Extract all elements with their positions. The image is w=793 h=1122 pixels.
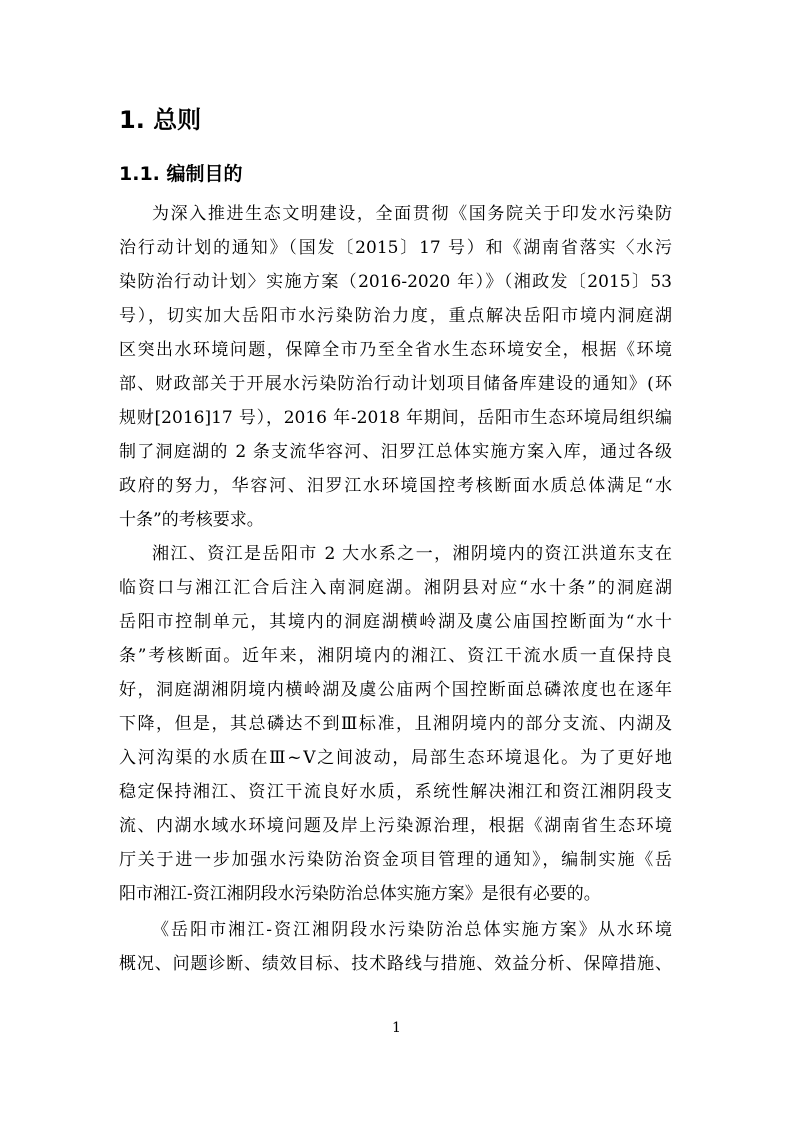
paragraph-line: 区突出水环境问题，保障全市乃至全省水生态环境安全，根据《环境 bbox=[119, 340, 672, 360]
paragraph-line: 政府的努力，华容河、汨罗江水环境国控考核断面水质总体满足“水 bbox=[119, 476, 672, 496]
paragraph-line: 阳市湘江-资江湘阴段水污染防治总体实施方案》是很有必要的。 bbox=[119, 884, 601, 904]
section-heading: 1. 总则 bbox=[119, 106, 202, 134]
paragraph-line: 概况、问题诊断、绩效目标、技术路线与措施、效益分析、保障措施、 bbox=[119, 954, 672, 974]
paragraph-line: 十条”的考核要求。 bbox=[119, 510, 264, 530]
paragraph-line: 治行动计划的通知》（国发〔2015〕17 号）和《湖南省落实〈水污 bbox=[119, 238, 672, 258]
paragraph-line: 号），切实加大岳阳市水污染防治力度，重点解决岳阳市境内洞庭湖 bbox=[119, 306, 672, 326]
paragraph-line: 下降，但是，其总磷达不到Ⅲ标准，且湘阴境内的部分支流、内湖及 bbox=[119, 714, 672, 734]
paragraph-line: 稳定保持湘江、资江干流良好水质，系统性解决湘江和资江湘阴段支 bbox=[119, 782, 672, 802]
paragraph-line: 制了洞庭湖的 2 条支流华容河、汨罗江总体实施方案入库，通过各级 bbox=[119, 442, 672, 462]
paragraph-line: 厅关于进一步加强水污染防治资金项目管理的通知》，编制实施《岳 bbox=[119, 850, 672, 870]
subsection-heading: 1.1. 编制目的 bbox=[119, 163, 243, 185]
paragraph-line: 入河沟渠的水质在Ⅲ~Ⅴ之间波动，局部生态环境退化。为了更好地 bbox=[119, 748, 672, 768]
paragraph-line: 临资口与湘江汇合后注入南洞庭湖。湘阴县对应“水十条”的洞庭湖 bbox=[119, 578, 672, 598]
page-number: 1 bbox=[392, 1020, 401, 1036]
paragraph-line: 岳阳市控制单元，其境内的洞庭湖横岭湖及虞公庙国控断面为“水十 bbox=[119, 612, 672, 632]
paragraph-line: 部、财政部关于开展水污染防治行动计划项目储备库建设的通知》(环 bbox=[119, 374, 672, 394]
paragraph-line: 条”考核断面。近年来，湘阴境内的湘江、资江干流水质一直保持良 bbox=[119, 646, 672, 666]
paragraph-line: 为深入推进生态文明建设，全面贯彻《国务院关于印发水污染防 bbox=[152, 204, 672, 224]
paragraph-line: 《岳阳市湘江-资江湘阴段水污染防治总体实施方案》从水环境 bbox=[152, 920, 672, 940]
paragraph-line: 规财[2016]17 号），2016 年-2018 年期间，岳阳市生态环境局组织编 bbox=[119, 408, 672, 428]
paragraph-line: 流、内湖水域水环境问题及岸上污染源治理，根据《湖南省生态环境 bbox=[119, 816, 672, 836]
paragraph-line: 染防治行动计划〉实施方案（2016-2020 年）》（湘政发〔2015〕53 bbox=[119, 272, 672, 292]
paragraph-line: 湘江、资江是岳阳市 2 大水系之一，湘阴境内的资江洪道东支在 bbox=[152, 544, 672, 564]
paragraph-line: 好，洞庭湖湘阴境内横岭湖及虞公庙两个国控断面总磷浓度也在逐年 bbox=[119, 680, 672, 700]
